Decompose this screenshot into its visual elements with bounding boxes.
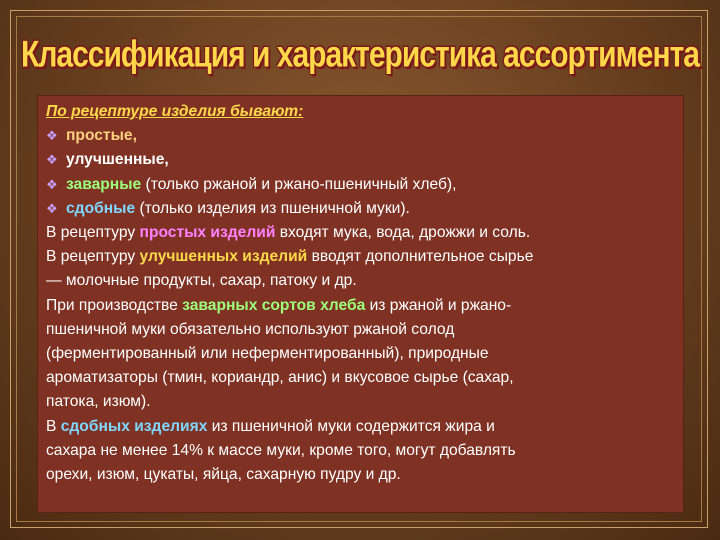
paragraph-custard: При производстве заварных сортов хлеба из ржаной и ржано-: [46, 296, 512, 314]
slide-content: [46, 100, 682, 487]
paragraph-rich: В сдобных изделиях из пшеничной муки содержится жира и: [46, 417, 495, 435]
paragraph-rich-line: сахара не менее 14% к массе муки, кроме того, могут добавлять: [46, 441, 516, 459]
paragraph-custard-line: ароматизаторы (тмин, кориандр, анис) и вкусовое сырье (сахар,: [46, 369, 514, 387]
slide-title: Классификация и характеристика ассортимента: [21, 33, 699, 75]
diamond-bullet-icon: ❖: [46, 200, 58, 216]
paragraph-improved-line: — молочные продукты, сахар, патоку и др.: [46, 272, 357, 290]
bullet-item: ❖ заварные (только ржаной и ржано-пшеничный хлеб),: [46, 173, 682, 197]
bullet-item: ❖ простые,: [46, 124, 682, 148]
bullet-item: ❖ сдобные (только изделия из пшеничной муки).: [46, 197, 682, 221]
content-heading: По рецептуре изделия бывают:: [46, 103, 304, 120]
bullet-item: ❖ улучшенные,: [46, 148, 682, 172]
paragraph-improved: В рецептуру улучшенных изделий вводят дополнительное сырье: [46, 248, 534, 266]
diamond-bullet-icon: ❖: [46, 176, 58, 192]
paragraph-custard-line: пшеничной муки обязательно используют ржаной солод: [46, 320, 455, 338]
paragraph-simple: В рецептуру простых изделий входят мука, вода, дрожжи и соль.: [46, 224, 531, 242]
paragraph-custard-line: (ферментированный или неферментированный), природные: [46, 345, 489, 363]
diamond-bullet-icon: ❖: [46, 128, 58, 144]
paragraph-rich-line: орехи, изюм, цукаты, яйца, сахарную пудру и др.: [46, 466, 401, 484]
diamond-bullet-icon: ❖: [46, 152, 58, 168]
paragraph-custard-line: патока, изюм).: [46, 393, 151, 411]
